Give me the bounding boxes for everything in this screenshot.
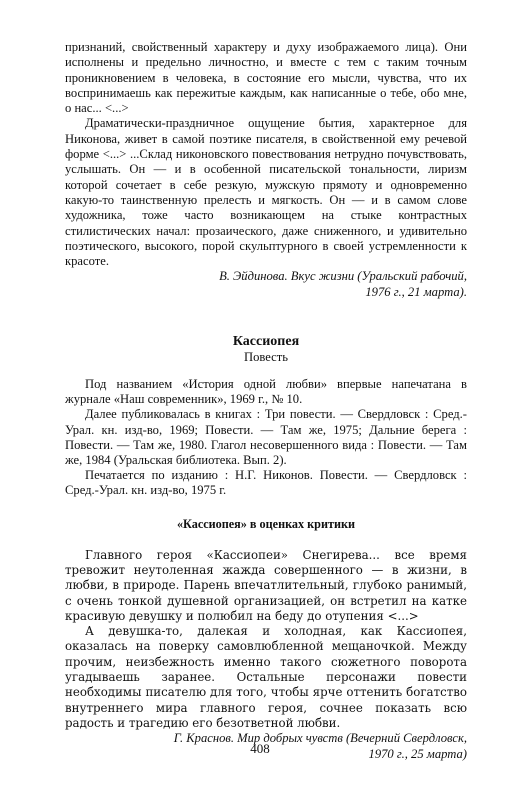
attribution-line: Г. Краснов. Мир добрых чувств (Вечерний Свердловск, bbox=[173, 731, 467, 746]
page-number: 408 bbox=[250, 741, 270, 756]
attribution-line: 1976 г., 21 марта). bbox=[365, 284, 467, 299]
story-title: Кассиопея bbox=[232, 334, 300, 350]
publication-paragraph: Под названием «История одной любви» впервые напечатана в журнале «Наш современник», 1969 г., № 10. bbox=[65, 377, 467, 407]
review-block bbox=[65, 40, 467, 300]
publication-paragraph: Печатается по изданию : Н.Г. Никонов. Повести. — Свердловск : Сред.-Урал. кн. изд-во, 1975 г. bbox=[65, 468, 467, 498]
attribution-line: 1970 г., 25 марта) bbox=[368, 746, 467, 761]
publication-paragraph: Далее публиковалась в книгах : Три повести. — Свердловск : Сред.-Урал. кн. изд-во, 1969; Повести. — Там же, 1975; Дальние берега : Повести. — Там же, 1980. Глагол несовершенного вида : Повести. — Там же, 1984 (Уральская библиотека. Вып. 2). bbox=[65, 407, 467, 468]
critics-heading: «Кассиопея» в оценках критики bbox=[176, 516, 356, 531]
attribution-line: В. Эйдинова. Вкус жизни (Уральский рабочий, bbox=[219, 269, 467, 284]
review-paragraph: Драматически-праздничное ощущение бытия, характерное для Никонова, живет в самой поэтике писателя, в свойственной ему речевой форме <...> ...Склад никоновского повествования нетрудно почувствовать, услышать. Он — и в особенной писательской тональности, лиризм которой сочетает в себе резкую, мужскую прямоту и одновременно какую-то таинственную прелесть и мягкость. Он — и в самом слове художника, тоже часто возникающем на стыке контрастных стилистических начал: прозаического, даже сниженного, и удивительно поэтического, высокого, порой скульптурного в своей устремленности к красоте. bbox=[65, 116, 467, 269]
critics-block bbox=[65, 548, 467, 762]
page-body bbox=[65, 40, 467, 762]
story-subtitle: Повесть bbox=[243, 350, 288, 365]
publication-notes bbox=[65, 377, 467, 499]
review-paragraph: признаний, свойственный характеру и духу изображаемого лица). Они исполнены и предельно личностно, и вместе с тем с таким точным проникновением в человека, в состояние его мысли, чувства, что их воспринимаешь как пережитые каждым, как написанные о тебе, обо мне, о нас... <...> bbox=[65, 40, 467, 116]
critics-paragraph: А девушка-то, далекая и холодная, как Кассиопея, оказалась на поверку самовлюбленной мещаночкой. Между прочим, неизбежность именно такого сюжетного поворота угадываешь заранее. Остальные персонажи повести необходимы писателю для того, чтобы ярче оттенить богатство внутреннего мира главного героя, сочнее показать всю радость и трагедию его безответной любви. bbox=[65, 624, 467, 730]
review-attribution bbox=[65, 269, 467, 300]
critics-paragraph: Главного героя «Кассиопеи» Снегирева... все время тревожит неутоленная жажда совершенного — в жизни, в любви, в природе. Парень впечатлительный, глубоко ранимый, с очень тонкой душевной организацией, он встретил на катке красивую девушку и полюбил на беду до отупения <...> bbox=[65, 547, 467, 623]
